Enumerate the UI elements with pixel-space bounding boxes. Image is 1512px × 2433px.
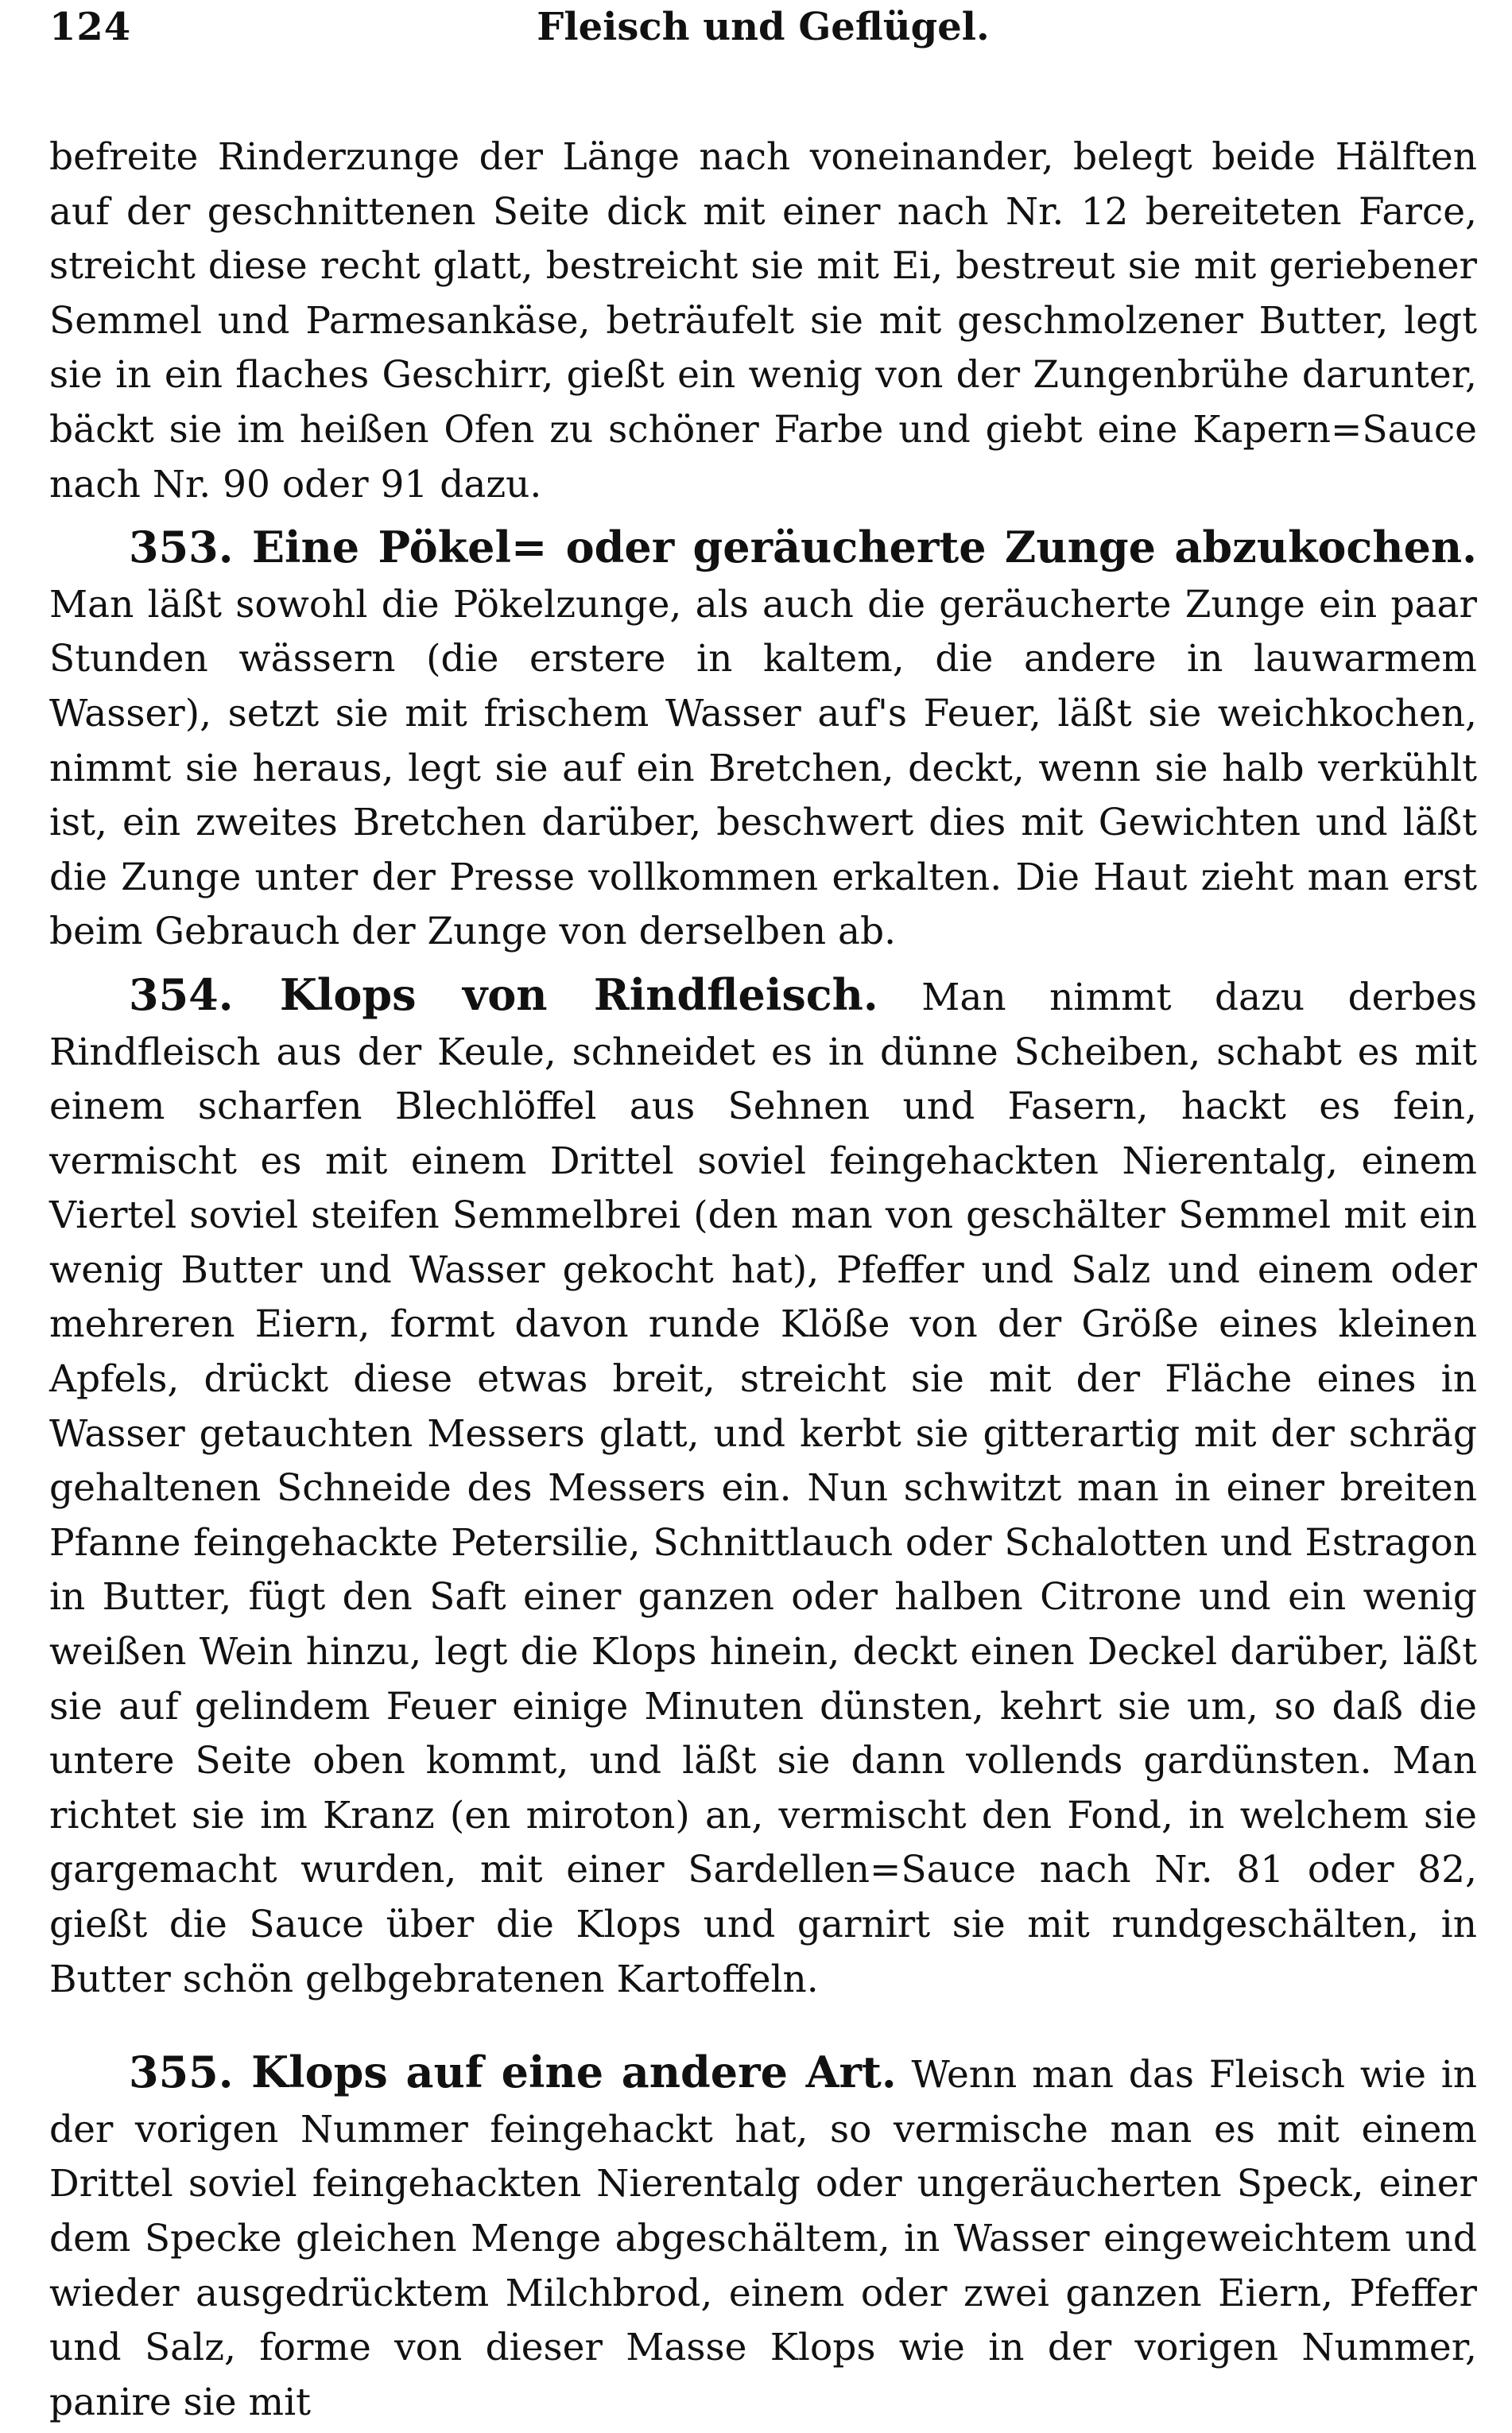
running-title: Fleisch und Geflügel.	[537, 5, 990, 49]
recipe-text: Wenn man das Fleisch wie in der vorigen Nummer feingehackt hat, so vermische man es mit einem Drittel soviel feingehackten Nierentalg oder ungeräucherten Speck, einer dem Specke gleichen Menge abgeschältem, in Wasser eingeweichtem und wieder ausgedrücktem Milchbrod, einem oder zwei ganzen Eiern, Pfeffer und Salz, forme von dieser Masse Klops wie in der vorigen Nummer, panire sie mit	[49, 2053, 1477, 2424]
running-head	[49, 0, 1477, 62]
book-page	[49, 0, 1477, 2433]
recipe-354	[49, 968, 1477, 2007]
recipe-text: Man läßt sowohl die Pökelzunge, als auch die geräucherte Zunge ein paar Stunden wässern (die erstere in kaltem, die andere in lauwarmem Wasser), setzt sie mit frischem Wasser auf's Feuer, läßt sie weichkochen, nimmt sie heraus, legt sie auf ein Bretchen, deckt, wenn sie halb verkühlt ist, ein zweites Bretchen darüber, beschwert dies mit Gewichten und läßt die Zunge unter der Presse vollkommen erkalten. Die Haut zieht man erst beim Gebrauch der Zunge von derselben ab.	[49, 582, 1477, 954]
recipe-text: Man nimmt dazu derbes Rindfleisch aus der Keule, schneidet es in dünne Scheiben, schabt es mit einem scharfen Blechlöffel aus Sehnen und Fasern, hackt es fein, vermischt es mit einem Drittel soviel feingehackten Nierentalg, einem Viertel soviel steifen Semmelbrei (den man von geschälter Semmel mit ein wenig Butter und Wasser gekocht hat), Pfeffer und Salz und einem oder mehreren Eiern, formt davon runde Klöße von der Größe eines kleinen Apfels, drückt diese etwas breit, streicht sie mit der Fläche eines in Wasser getauchten Messers glatt, und kerbt sie gitterartig mit der schräg gehaltenen Schneide des Messers ein. Nun schwitzt man in einer breiten Pfanne feingehackte Petersilie, Schnittlauch oder Schalotten und Estragon in Butter, fügt den Saft einer ganzen oder halben Citrone und ein wenig weißen Wein hinzu, legt die Klops hinein, deckt einen Deckel darüber, läßt sie auf gelindem Feuer einige Minuten dünsten, kehrt sie um, so daß die untere Seite oben kommt, und läßt sie dann vollends gardünsten. Man richtet sie im Kranz (en miroton) an, vermischt den Fond, in welchem sie gargemacht wurden, mit einer Sardellen=Sauce nach Nr. 81 oder 82, gießt die Sauce über die Klops und garnirt sie mit rundgeschälten, in Butter schön gelbgebratenen Kartoffeln.	[49, 975, 1477, 2001]
recipe-heading: 354. Klops von Rindfleisch.	[129, 968, 878, 1020]
page-number: 124	[49, 5, 132, 49]
body-text	[49, 130, 1477, 2430]
recipe-heading: 355. Klops auf eine andere Art.	[129, 2047, 897, 2098]
recipe-353	[49, 520, 1477, 960]
recipe-heading: 353. Eine Pökel= oder geräucherte Zunge abzukochen.	[129, 522, 1477, 573]
paragraph-text: befreite Rinderzunge der Länge nach voneinander, belegt beide Hälften auf der geschnittenen Seite dick mit einer nach Nr. 12 bereiteten Farce, streicht diese recht glatt, bestreicht sie mit Ei, bestreut sie mit geriebener Semmel und Parmesankäse, beträufelt sie mit geschmolzener Butter, legt sie in ein flaches Geschirr, gießt ein wenig von der Zungenbrühe darunter, bäckt sie im heißen Ofen zu schöner Farbe und giebt eine Kapern=Sauce nach Nr. 90 oder 91 dazu.	[49, 135, 1477, 506]
paragraph-continuation	[49, 130, 1477, 512]
recipe-355	[49, 2045, 1477, 2430]
